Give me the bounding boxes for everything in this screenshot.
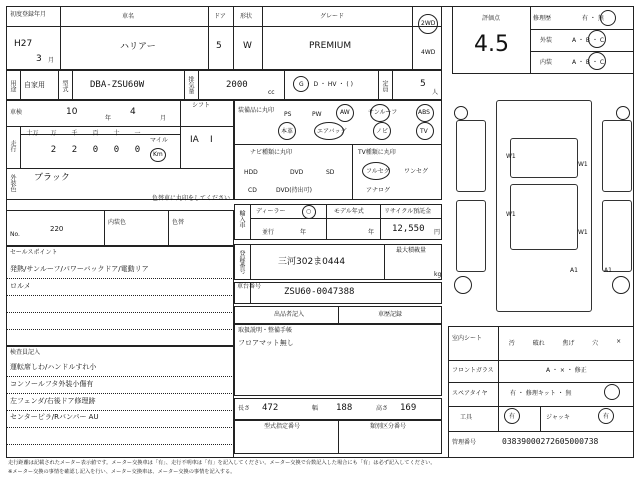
parallel-year: 年 xyxy=(300,229,307,236)
dealer-label: ディーラー xyxy=(256,208,286,215)
jack-label: ジャッキ xyxy=(546,414,570,421)
registration-label: 登録番号 xyxy=(238,250,245,274)
seat-option: 焦げ xyxy=(562,340,575,347)
capacity-label: 定員 xyxy=(381,80,388,92)
spare-circle xyxy=(604,384,620,400)
equip-pw: PW xyxy=(312,111,322,118)
equip-airbag: エアバッグ xyxy=(317,128,347,135)
nav-label: ナビ種類に丸印 xyxy=(250,149,293,156)
interior-options: A ・ B ・ C xyxy=(572,59,605,66)
inspector-line: コンソールフタ外装小傷有 xyxy=(10,380,94,388)
inspection-year-unit: 年 xyxy=(105,115,112,122)
length-label: 長さ xyxy=(238,405,251,412)
height-label: 高さ xyxy=(376,405,389,412)
shape-value: W xyxy=(243,41,252,51)
exterior-label: 外装 xyxy=(540,37,553,44)
manage-value: 03839000272605000738 xyxy=(502,437,599,446)
history-number-value: 220 xyxy=(50,225,64,233)
inspection-month: 4 xyxy=(130,107,136,117)
doors-value: 5 xyxy=(216,41,222,51)
width-label: 幅 xyxy=(312,405,319,412)
digit-header: 十万 xyxy=(26,130,39,137)
mileage-label: 走行 xyxy=(9,140,16,152)
manage-label: 管理番号 xyxy=(452,439,477,446)
mileage-digit: 0 xyxy=(134,145,141,155)
capacity-unit: 人 xyxy=(432,89,439,96)
seat-options xyxy=(500,338,630,347)
tv-label: TV種類に丸印 xyxy=(358,149,396,156)
sales-point-line: ロルメ xyxy=(10,282,31,290)
nav-dvd-portable: DVD(持出可) xyxy=(276,187,312,194)
footer-line-2: ※メーター交換の事情を確認し記入を行い、メーター交換車は、メーター交換の事情を記入する。 xyxy=(8,469,236,475)
mileage-digit: 2 xyxy=(50,145,57,155)
nav-dvd: DVD xyxy=(290,169,304,176)
digit-header: 百 xyxy=(92,130,99,137)
footer-line-1: 走行距離は記載されたメーター表示値です。メーター交換車は「有」、走行不明車は「有」を記入してください。メーター交換で台数記入した場合にも「有」は必ず記入してください。 xyxy=(8,460,436,466)
height-value: 169 xyxy=(400,403,417,413)
nav-hdd: HDD xyxy=(244,169,258,176)
import-label: 輸入車 xyxy=(238,210,245,228)
doors-label: ドア xyxy=(214,13,226,20)
damage-mark: W1 xyxy=(578,161,588,168)
type-spec-label: 型式指定番号 xyxy=(264,423,301,430)
glass-options: A ・ × ・ 修正 xyxy=(546,367,587,374)
damage-mark: W1 xyxy=(506,211,516,218)
tool-label: 工具 xyxy=(460,414,473,421)
seat-option: × xyxy=(616,338,622,345)
model-year-unit: 年 xyxy=(368,229,375,236)
first-reg-unit: 月 xyxy=(48,57,55,64)
chassis-label: 車台番号 xyxy=(237,283,262,290)
damage-mark: A1 xyxy=(604,267,612,274)
interior-seat-label: 室内シート xyxy=(452,335,483,342)
cc-label: cc xyxy=(268,89,275,96)
sales-point-line: 発熱/サンルーフ/パワーバックドア/電動リア xyxy=(10,265,149,273)
spare-options: 有 ・ 修理キット ・ 無 xyxy=(510,390,572,397)
registration-value: 三河302ま0444 xyxy=(278,257,346,267)
seat-option: 穴 xyxy=(592,340,599,347)
repair-options: 有 ・ 無 xyxy=(582,15,604,22)
nav-cd: CD xyxy=(248,187,257,194)
glass-label: フロントガラス xyxy=(452,367,494,374)
owner-label: 出品者記入 xyxy=(274,311,305,318)
first-reg-month: 3 xyxy=(36,54,42,64)
digit-header: 十 xyxy=(113,130,120,137)
equipment-label: 装備品に丸印 xyxy=(238,107,275,114)
digit-header: 万 xyxy=(50,130,57,137)
shape-label: 形状 xyxy=(240,13,253,20)
interior-label: 内装 xyxy=(540,59,553,66)
digit-header: 一 xyxy=(134,130,141,137)
max-load-unit: kg xyxy=(434,271,442,278)
history-other-label: 色替 xyxy=(172,219,185,226)
mileage-digit: 2 xyxy=(71,145,78,155)
meter-label: マイル xyxy=(150,137,168,144)
shift-note: I xyxy=(210,135,213,145)
chassis-value: ZSU60-0047388 xyxy=(284,287,355,297)
fuel-options: G ・ D ・ HV ・ ( ) xyxy=(299,81,353,88)
recycle-unit: 円 xyxy=(434,229,441,236)
sales-point-block xyxy=(6,246,234,346)
jack-value: 有 xyxy=(603,413,610,420)
model-label: 車名 xyxy=(122,13,135,20)
equip-tv: TV xyxy=(420,128,428,135)
max-load-label: 最大積載量 xyxy=(396,247,427,254)
seat-option: 破れ xyxy=(532,340,545,347)
parallel-label: 並行 xyxy=(262,229,275,236)
car-diagram xyxy=(452,80,634,324)
repair-label: 修理歴 xyxy=(533,15,552,22)
damage-mark: A1 xyxy=(570,267,578,274)
type-label: 型式 xyxy=(61,80,68,92)
exterior-circle xyxy=(588,30,606,48)
grade-value: PREMIUM xyxy=(309,41,352,51)
mileage-digit-headers xyxy=(22,128,148,137)
inspector-label: 検査員記入 xyxy=(10,349,41,356)
digit-header: 千 xyxy=(71,130,78,137)
equip-abs: ABS xyxy=(418,109,430,116)
equip-ps: PS xyxy=(284,111,292,118)
damage-mark: W1 xyxy=(578,229,588,236)
history-number-label: No. xyxy=(10,231,20,238)
tv-fullseg: フルセグ xyxy=(366,168,390,175)
color-label: 外装色 xyxy=(9,174,16,192)
first-reg-label: 初度登録年月 xyxy=(10,11,47,18)
equip-aw: AW xyxy=(340,109,350,116)
grade-label: グレード xyxy=(320,13,345,20)
model-year-label: モデル年式 xyxy=(334,208,364,215)
displacement-value: 2000 xyxy=(226,80,248,90)
type-value: DBA-ZSU60W xyxy=(90,80,145,90)
displacement-label: 排気量 xyxy=(187,76,194,94)
class-label: 類別区分番号 xyxy=(370,423,407,430)
history-interior-label: 内装色 xyxy=(108,219,127,226)
inspector-line: 左フェンダ/右後ドア修理跡 xyxy=(10,397,96,405)
use-value: 自家用 xyxy=(24,81,45,89)
equip-navi: ノビ xyxy=(376,128,389,135)
damage-mark: W1 xyxy=(506,153,516,160)
mileage-digit: 0 xyxy=(113,145,120,155)
color-note: 色替車に丸印をしてください xyxy=(152,195,231,202)
repair-circle xyxy=(600,10,616,26)
color-value: ブラック xyxy=(34,173,70,183)
length-value: 472 xyxy=(262,403,279,413)
inspection-label: 車検 xyxy=(10,109,23,116)
shift-value: IA xyxy=(190,135,199,145)
exterior-options: A ・ B ・ C xyxy=(572,37,605,44)
notes-block xyxy=(234,324,442,396)
sales-point-label: セールスポイント xyxy=(10,249,58,256)
shift-label: シフト xyxy=(192,102,211,109)
notes-label: 取扱説明・整備手帳 xyxy=(238,327,293,334)
nav-sd: SD xyxy=(326,169,335,176)
width-value: 188 xyxy=(336,403,353,413)
score-value: 4.5 xyxy=(474,32,509,57)
history-block xyxy=(6,210,234,246)
equip-sunroof: サンルーフ xyxy=(368,109,398,116)
fourwd-label: 4WD xyxy=(421,49,436,56)
score-label: 評価点 xyxy=(482,15,501,22)
notes-value: フロアマット無し xyxy=(238,339,294,347)
tool-value: 有 xyxy=(509,413,516,420)
recycle-value: 12,550 xyxy=(392,224,425,234)
mileage-digits xyxy=(22,145,148,159)
recycle-label: リサイクル預託金 xyxy=(384,208,432,215)
model-value: ハリアー xyxy=(120,42,156,52)
inspection-month-unit: 月 xyxy=(160,115,167,122)
seat-option: 汚 xyxy=(508,340,515,347)
equip-leather: 本革 xyxy=(281,128,294,135)
use-label: 用途 xyxy=(9,80,16,92)
inspector-line: センターピラ/Rバンパー AU xyxy=(10,413,99,421)
interior-circle xyxy=(588,52,606,70)
tv-oneseg: ワンセグ xyxy=(404,168,429,175)
dealer-mark: ○ xyxy=(306,208,312,215)
inspector-line: 運転席しわ/ハンドルすれ小 xyxy=(10,363,97,371)
spare-label: スペアタイヤ xyxy=(452,390,488,397)
first-reg-value: H27 xyxy=(14,39,33,49)
mileage-digit: 0 xyxy=(92,145,99,155)
inspection-year: 10 xyxy=(66,107,78,117)
mileage-digit xyxy=(22,145,43,159)
capacity-value: 5 xyxy=(420,79,426,89)
km-unit: Km xyxy=(153,151,163,158)
twowd-label: 2WD xyxy=(421,20,436,27)
tv-analog: アナログ xyxy=(366,187,391,194)
owner-history-label: 車歴記録 xyxy=(378,311,403,318)
